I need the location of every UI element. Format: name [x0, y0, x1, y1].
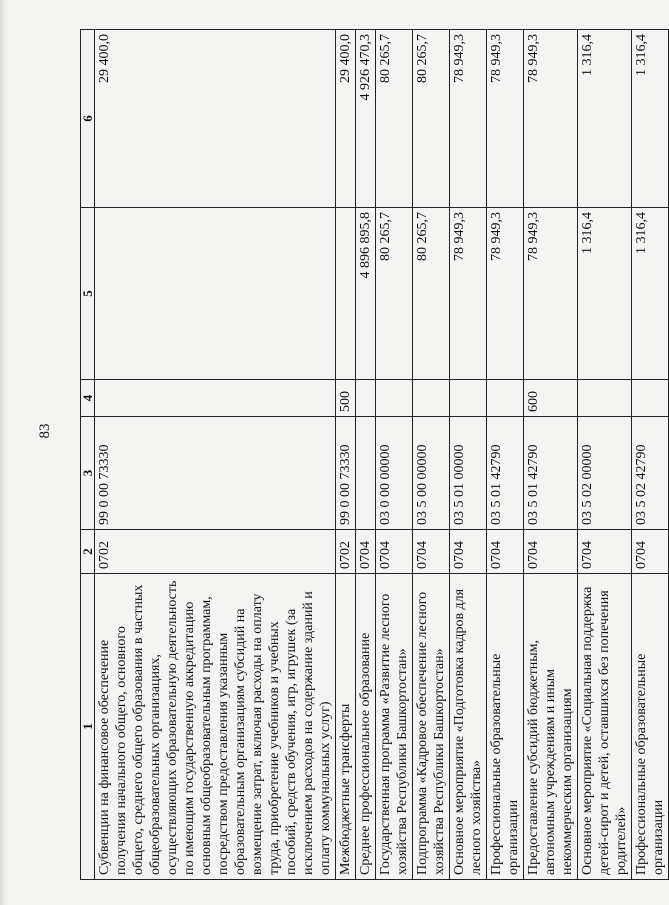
row-expense-type [95, 380, 336, 417]
row-amount-col5: 1 316,4 [578, 208, 632, 380]
row-target-article: 03 5 00 00000 [413, 417, 450, 530]
header-col-1: 1 [81, 574, 95, 880]
row-amount-col6: 29 400,0 [95, 30, 336, 208]
row-name: Предоставление субсидий бюджетным, автономным учреждениям и иным некоммерческим организациям [524, 574, 578, 880]
row-expense-type [413, 380, 450, 417]
page-number: 83 [37, 423, 53, 439]
rotated-page-content [80, 30, 666, 880]
row-amount-col6: 80 265,7 [376, 30, 413, 208]
row-amount-col6: 78 949,3 [487, 30, 524, 208]
row-expense-type: 500 [336, 380, 356, 417]
row-expense-type [487, 380, 524, 417]
row-target-article: 03 5 01 42790 [487, 417, 524, 530]
header-col-4: 4 [81, 380, 95, 417]
row-section-code: 0704 [487, 530, 524, 574]
row-amount-col6: 80 265,7 [413, 30, 450, 208]
row-expense-type [356, 380, 376, 417]
row-name: Профессиональные образовательные организации [632, 574, 669, 880]
row-target-article: 99 0 00 73330 [336, 417, 356, 530]
row-amount-col6: 78 949,3 [450, 30, 487, 208]
budget-table [80, 29, 669, 880]
header-col-2: 2 [81, 530, 95, 574]
row-section-code: 0704 [376, 530, 413, 574]
row-target-article: 03 5 01 00000 [450, 417, 487, 530]
row-section-code: 0704 [356, 530, 376, 574]
row-section-code: 0702 [95, 530, 336, 574]
row-expense-type [578, 380, 632, 417]
row-name: Среднее профессиональное образование [356, 574, 376, 880]
row-amount-col6: 1 316,4 [578, 30, 632, 208]
row-section-code: 0704 [450, 530, 487, 574]
header-col-6: 6 [81, 30, 95, 208]
row-target-article [356, 417, 376, 530]
row-amount-col5: 80 265,7 [413, 208, 450, 380]
table-row [95, 30, 336, 880]
table-row [376, 30, 413, 880]
row-amount-col5 [95, 208, 336, 380]
row-target-article: 03 5 02 00000 [578, 417, 632, 530]
row-section-code: 0702 [336, 530, 356, 574]
row-expense-type: 600 [524, 380, 578, 417]
row-section-code: 0704 [578, 530, 632, 574]
table-row [487, 30, 524, 880]
table-body [95, 30, 669, 880]
row-amount-col5: 80 265,7 [376, 208, 413, 380]
row-expense-type [450, 380, 487, 417]
row-amount-col5: 78 949,3 [487, 208, 524, 380]
row-amount-col5: 1 316,4 [632, 208, 669, 380]
row-name: Межбюджетные трансферты [336, 574, 356, 880]
header-col-3: 3 [81, 417, 95, 530]
row-name: Субвенции на финансовое обеспечение получения начального общего, основного общего, среднего общего образования в частных общеобразовательных организациях, осуществляющих образовательную деятельность по имеющим государственную аккредитацию основным общеобразовательным программам, посредством предоставления указанным образовательным организациям субсидий на возмещение затрат, включая расходы на оплату труда, приобретение учебников и учебных пособий, средств обучения, игр, игрушек (за исключением расходов на содержание зданий и оплату коммунальных услуг) [95, 574, 336, 880]
row-amount-col5: 78 949,3 [524, 208, 578, 380]
row-expense-type [632, 380, 669, 417]
header-row [81, 30, 95, 880]
row-section-code: 0704 [524, 530, 578, 574]
table-row [524, 30, 578, 880]
table-row [450, 30, 487, 880]
row-name: Подпрограмма «Кадровое обеспечение лесного хозяйства Республики Башкортостан» [413, 574, 450, 880]
row-expense-type [376, 380, 413, 417]
row-amount-col6: 4 926 470,3 [356, 30, 376, 208]
scan-edge [0, 0, 6, 905]
row-name: Основное мероприятие «Социальная поддержка детей-сирот и детей, оставшихся без попечения родителей» [578, 574, 632, 880]
row-amount-col6: 78 949,3 [524, 30, 578, 208]
row-target-article: 03 5 01 42790 [524, 417, 578, 530]
row-name: Профессиональные образовательные организации [487, 574, 524, 880]
table-row [632, 30, 669, 880]
row-amount-col5: 4 896 895,8 [356, 208, 376, 380]
table-row [356, 30, 376, 880]
table-row [336, 30, 356, 880]
row-name: Государственная программа «Развитие лесного хозяйства Республики Башкортостан» [376, 574, 413, 880]
row-amount-col5: 78 949,3 [450, 208, 487, 380]
row-amount-col6: 29 400,0 [336, 30, 356, 208]
table-row [578, 30, 632, 880]
row-section-code: 0704 [632, 530, 669, 574]
row-amount-col6: 1 316,4 [632, 30, 669, 208]
row-target-article: 99 0 00 73330 [95, 417, 336, 530]
row-amount-col5 [336, 208, 356, 380]
row-name: Основное мероприятие «Подготовка кадров для лесного хозяйства» [450, 574, 487, 880]
row-target-article: 03 0 00 00000 [376, 417, 413, 530]
row-section-code: 0704 [413, 530, 450, 574]
table-row [413, 30, 450, 880]
row-target-article: 03 5 02 42790 [632, 417, 669, 530]
header-col-5: 5 [81, 208, 95, 380]
